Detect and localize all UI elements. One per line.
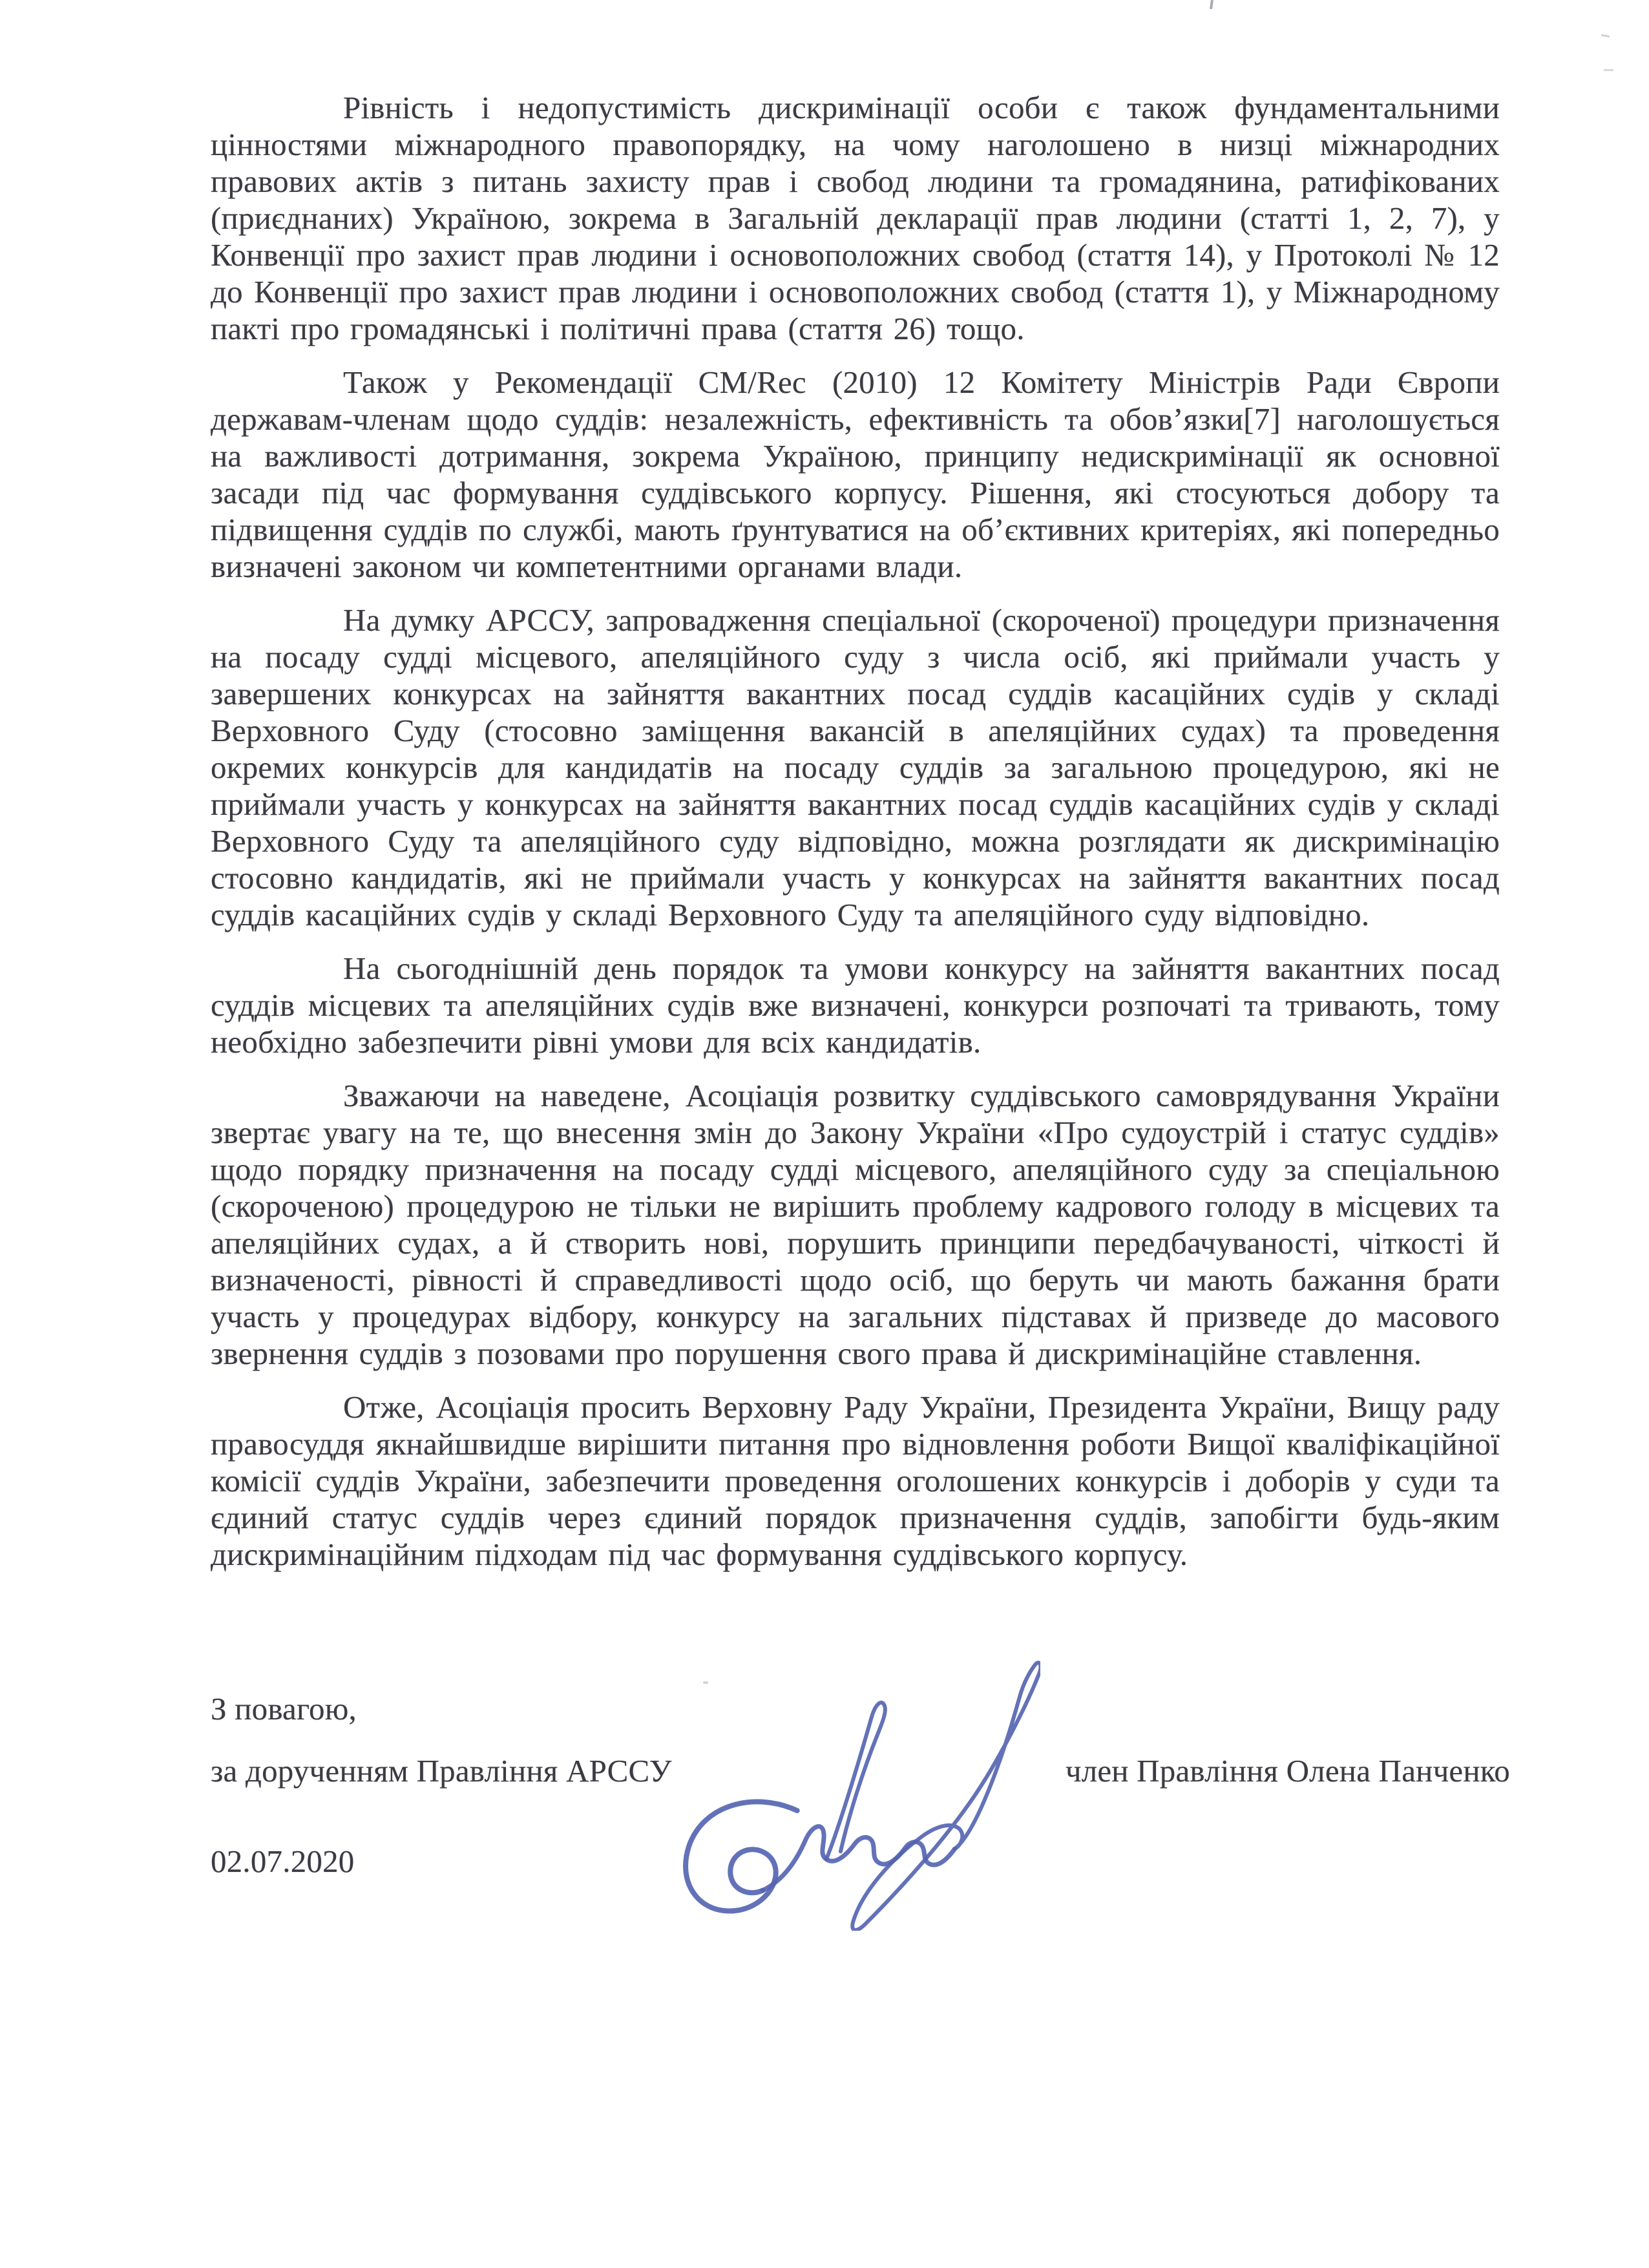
signatory-name-label: член Правління Олена Панченко [1065,1753,1510,1789]
scan-artifact [1210,0,1213,9]
signature-stroke-loop [686,1801,797,1911]
scan-artifact [1601,34,1610,37]
paragraph-current-competitions: На сьогоднішній день порядок та умови конкурсу на зайняття вакантних посад суддів місцевих та апеляційних судів вже визначені, конкурси розпочаті та тривають, тому необхідно забезпечити рівні умови для всіх кандидатів. [211,950,1500,1060]
letter-date: 02.07.2020 [211,1843,355,1879]
paragraph-law-amendments-warning: Зважаючи на наведене, Асоціація розвитку суддівського самоврядування України звертає увагу на те, що внесення змін до Закону України «Про судоустрій і статус суддів» щодо порядку призначення на посаду судді місцевого, апеляційного суду за спеціальною (скороченою) процедурою не тільки не вирішить проблему кадрового голоду в місцевих та апеляційних судах, а й створить нові, порушить принципи передбачуваності, чіткості й визначеності, рівності й справедливості щодо осіб, що беруть чи мають бажання брати участь у процедурах відбору, конкурсу на загальних підставах й призведе до масового звернення суддів з позовами про порушення свого права й дискримінаційне ставлення. [211,1078,1500,1371]
paragraph-cmrec-recommendation: Також у Рекомендації CM/Rec (2010) 12 Комітету Міністрів Ради Європи державам-членам щодо суддів: незалежність, ефективність та обов’язки[7] наголошується на важливості дотримання, зокрема Україною, принципу недискримінації як основної засади під час формування суддівського корпусу. Рішення, які стосуються добору та підвищення суддів по службі, мають ґрунтуватися на об’єктивних критеріях, які попередньо визначені законом чи компетентними органами влади. [211,364,1500,584]
signature-stroke-ascender [826,1703,885,1859]
paragraph-arssu-opinion: На думку АРССУ, запровадження спеціальної (скороченої) процедури призначення на посаду судді місцевого, апеляційного суду з числа осіб, які приймали участь у завершених конкурсах на зайняття вакантних посад суддів касаційних судів у складі Верховного Суду (стосовно заміщення вакансій в апеляційних судах) та проведення окремих конкурсів для кандидатів на посаду суддів за загальною процедурою, які не приймали участь у конкурсах на зайняття вакантних посад суддів касаційних судів у складі Верховного Суду та апеляційного суду відповідно, можна розглядати як дискримінацію стосовно кандидатів, які не приймали участь у конкурсах на зайняття вакантних посад суддів касаційних судів у складі Верховного Суду та апеляційного суду відповідно. [211,602,1500,932]
closing-salutation: З повагою, [211,1691,357,1727]
paragraph-request: Отже, Асоціація просить Верховну Раду України, Президента України, Вищу раду правосуддя якнайшвидше вирішити питання про відновлення роботи Вищої кваліфікаційної комісії суддів України, забезпечити проведення оголошених конкурсів і доборів у суди та єдиний статус суддів через єдиний порядок призначення суддів, запобігти будь-яким дискримінаційним підходам під час формування суддівського корпусу. [211,1389,1500,1572]
handwritten-signature [664,1645,1040,1931]
scan-artifact [1604,69,1613,71]
paragraph-equality-principles: Рівність і недопустимість дискримінації особи є також фундаментальними цінностями міжнародного правопорядку, на чому наголошено в низці міжнародних правових актів з питань захисту прав і свобод людини та громадянина, ратифікованих (приєднаних) Україною, зокрема в Загальній декларації прав людини (статті 1, 2, 7), у Конвенції про захист прав людини і основоположних свобод (стаття 14), у Протоколі № 12 до Конвенції про захист прав людини і основоположних свобод (стаття 1), у Міжнародному пакті про громадянські і політичні права (стаття 26) тощо. [211,90,1500,346]
letter-body [211,89,1500,1590]
signed-on-behalf-label: за дорученням Правління АРССУ [211,1753,672,1789]
